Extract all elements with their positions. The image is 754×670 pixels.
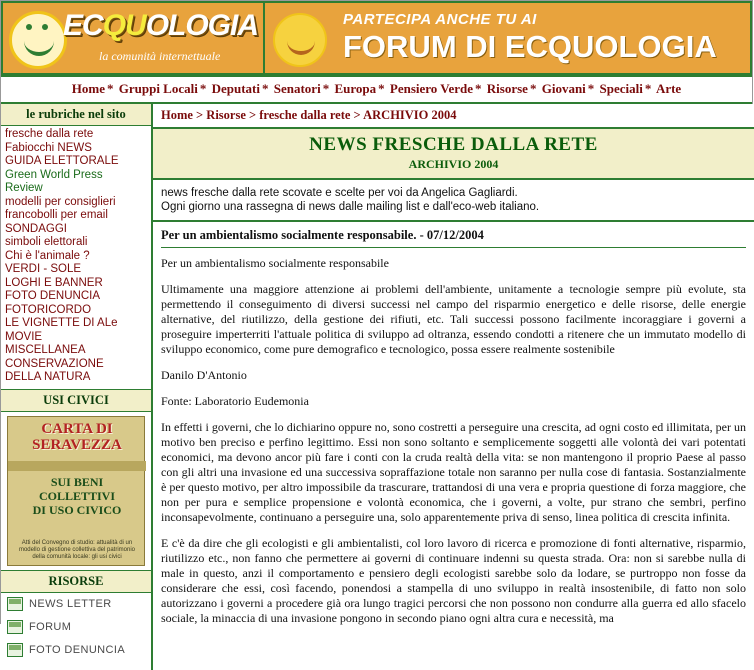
sidebar-section-usi-civici: USI CIVICI	[1, 389, 151, 412]
sidebar-item-chi-e-l-animale[interactable]: Chi è l'animale ?	[5, 249, 90, 262]
logo-subtitle: la comunità internettuale	[99, 49, 221, 63]
risorse-item-label: FOTO DENUNCIA	[29, 643, 126, 656]
intro-line-2: Ogni giorno una rassegna di news dalle mailing list e dall'eco-web italiano.	[161, 201, 540, 213]
risorse-item-forum[interactable]	[7, 620, 151, 634]
photo-icon	[7, 643, 23, 657]
sidebar-item-le-vignette-di-ale[interactable]: LE VIGNETTE DI ALe	[5, 317, 118, 329]
sidebar-item-fresche-dalla-rete[interactable]: fresche dalla rete	[5, 128, 94, 140]
sidebar-item-green-world-press[interactable]: Green World Press	[5, 168, 103, 181]
page-body	[1, 104, 754, 670]
sidebar-section-risorse: RISORSE	[1, 570, 151, 593]
article-heading-separator: -	[419, 228, 424, 242]
sidebar-item-conservazione[interactable]: CONSERVAZIONE	[5, 357, 104, 370]
sidebar-item-fotoricordo[interactable]: FOTORICORDO	[5, 303, 92, 316]
nav-sep: *	[378, 81, 385, 96]
sidebar-item-sondaggi[interactable]: SONDAGGI	[5, 222, 67, 235]
article-paragraph: Per un ambientalismo socialmente responsabile	[161, 256, 389, 270]
site-logo[interactable]	[1, 1, 265, 75]
banner-main-text: FORUM DI ECQUOLOGIA	[343, 29, 717, 64]
article-paragraph: E c'è da dire che gli ecologisti e gli ambientalisti, col loro lavoro di ricerca e promozione di fonti alternative, risparmio, riutilizzo etc., non fanno che permettere ai governi di continuare indenni su questa strada. Ora: non si sarebbe nulla di male in questo, anzi il comportamento e pensiero degli ecologisti sarebbe solo da lodare, se purtroppo non fosse da considerare che essi, così facendo, ponendosi a stampella di uno sviluppo in realtà insostenibile, di fatto non solo autorizzano i governi a procedere già ora lungo tragici percorsi che non possono non condurre alla guerra ed allo sfacelo sociale, la minaccia di una invasione pongono in secondo piano ogni altra cura e necessità, ma	[161, 536, 746, 625]
risorse-item-foto-denuncia[interactable]	[7, 643, 151, 657]
nav-sep: *	[529, 81, 537, 96]
promo-banner-carta-di-seravezza[interactable]	[7, 416, 145, 566]
sidebar-item-francobolli-per-email[interactable]: francobolli per email	[5, 209, 108, 221]
forum-banner[interactable]	[265, 1, 752, 75]
article-paragraph: In effetti i governi, che lo dichiarino oppure no, sono costretti a perseguire una crescita, ad ogni costo ed illimitata, per un motivo ben preciso e perfino legittimo. Essi non sono soltanto e semplicemente soggetti alle volontà dei vari potentati economici, ma devono ancor più fare i conti con la cruda realtà della vita: se non mantengono il proprio Paese al passo con gli altri una invasione ed una successiva sopraffazione totale non saranno per nulla cose di fantasia. Sostanzialmente è per questo motivo, per altro impossibile da trascurare, trattandosi di una vera e propria questione di forza maggiore, che non per pura e semplice propensione e volontà economica, che i governi, a volte, pur strano che sembri, perfino inconsapevolmente, continuano a perseguire una, solo apparentemente priva di senso, linea politica di crescita infinita.	[161, 420, 746, 524]
risorse-item-label: FORUM	[29, 620, 72, 633]
sidebar-item-verdi-sole[interactable]: VERDI - SOLE	[5, 263, 82, 275]
nav-sep: *	[262, 81, 269, 96]
promo-subtitle	[12, 475, 142, 517]
nav-item-arte[interactable]: Arte	[655, 81, 682, 96]
sidebar-item-miscellanea[interactable]: MISCELLANEA	[5, 344, 86, 356]
nav-sep: *	[107, 81, 114, 96]
banner-sun-icon	[273, 13, 327, 67]
nav-sep: *	[475, 81, 482, 96]
sidebar-links[interactable]	[1, 126, 151, 389]
page-title: NEWS FRESCHE DALLA RETE	[309, 134, 598, 155]
breadcrumb[interactable]: Home > Risorse > fresche dalla rete > ARCHIVIO 2004	[153, 104, 754, 129]
nav-sep: *	[199, 81, 207, 96]
sidebar	[1, 104, 153, 670]
risorse-list	[1, 593, 151, 670]
article-title: Per un ambientalismo socialmente responsabile.	[161, 228, 417, 242]
promo-divider	[8, 461, 146, 471]
promo-line5: DI	[32, 502, 46, 517]
nav-item-speciali[interactable]: Speciali	[599, 81, 643, 96]
promo-title	[12, 421, 142, 453]
banner-top-text: PARTECIPA ANCHE TU AI	[343, 11, 537, 28]
promo-footnote: Atti del Convegno di studio: attualità di un modello di gestione collettiva del patrimonio della comunità locale: gli usi civici	[18, 539, 136, 560]
newsletter-icon	[7, 597, 23, 611]
site-header	[1, 1, 752, 75]
risorse-item-news-letter[interactable]	[7, 597, 151, 611]
nav-sep: *	[587, 81, 595, 96]
sidebar-item-simboli-elettorali[interactable]: simboli elettorali	[5, 236, 88, 248]
nav-sep: *	[644, 81, 652, 96]
sidebar-item-movie[interactable]: MOVIE	[5, 330, 43, 343]
nav-item-risorse[interactable]: Risorse	[486, 81, 528, 96]
sidebar-title: le rubriche nel sito	[1, 104, 151, 126]
nav-item-deputati[interactable]: Deputati	[211, 81, 260, 96]
nav-item-europa[interactable]: Europa	[334, 81, 377, 96]
forum-icon	[7, 620, 23, 634]
nav-item-home[interactable]: Home	[71, 81, 105, 96]
nav-sep: *	[322, 81, 330, 96]
sun-logo-icon	[9, 11, 67, 69]
logo-wordmark: ECQUOLOGIA	[63, 9, 259, 42]
nav-item-gruppi-locali[interactable]: Gruppi Locali	[118, 81, 198, 96]
promo-line4: COLLETTIVI	[38, 488, 116, 503]
page-intro	[153, 180, 754, 222]
article-paragraph: Ultimamente una maggiore attenzione ai problemi dell'ambiente, unitamente a tecnologie sempre più evolute, sta permettendo il conseguimento di diversi successi nel campo del risparmio energetico e delle risorse, delle energie alternative, del riutilizzo, della gestione dei rifiuti, etc. Tali successi possono facilmente incoraggiare i governi a proseguire imperterriti l'attuale politica di sviluppo ad oltranza, essendo condotti a ritenere che un immutato modello di sviluppo economico, come pure demografico e tecnologico, possa essere realmente sostenibile	[161, 282, 746, 356]
sidebar-item-foto-denuncia[interactable]: FOTO DENUNCIA	[5, 290, 100, 302]
promo-line6: USO CIVICO	[48, 502, 122, 517]
article-heading	[161, 228, 746, 243]
sidebar-item-guida-elettorale[interactable]: GUIDA ELETTORALE	[5, 155, 119, 167]
article-author: Danilo D'Antonio	[161, 368, 247, 382]
nav-item-senatori[interactable]: Senatori	[273, 81, 321, 96]
sidebar-item-review[interactable]: Review	[5, 182, 43, 194]
article	[153, 222, 754, 626]
nav-item-giovani[interactable]: Giovani	[541, 81, 586, 96]
sidebar-item-modelli-per-consiglieri[interactable]: modelli per consiglieri	[5, 195, 116, 208]
promo-line1: CARTA DI	[41, 420, 113, 437]
page-subtitle: ARCHIVIO 2004	[408, 157, 499, 171]
article-date: 07/12/2004	[426, 228, 484, 242]
article-body	[161, 256, 746, 626]
main-content	[153, 104, 754, 670]
main-navigation[interactable]	[1, 75, 752, 104]
risorse-item-label: NEWS LETTER	[29, 597, 112, 610]
sidebar-item-loghi-e-banner[interactable]: LOGHI E BANNER	[5, 276, 103, 289]
intro-line-1: news fresche dalla rete scovate e scelte per voi da Angelica Gagliardi.	[161, 187, 518, 199]
article-source: Fonte: Laboratorio Eudemonia	[161, 394, 309, 408]
promo-line3: SUI BENI	[50, 474, 104, 489]
nav-item-pensiero-verde[interactable]: Pensiero Verde	[389, 81, 474, 96]
sidebar-item-della-natura[interactable]: DELLA NATURA	[5, 371, 91, 383]
sidebar-item-fabiocchi-news[interactable]: Fabiocchi NEWS	[5, 141, 92, 154]
page-title-box	[153, 129, 754, 180]
article-divider	[161, 247, 746, 248]
promo-line2: SERAVEZZA	[32, 436, 122, 453]
